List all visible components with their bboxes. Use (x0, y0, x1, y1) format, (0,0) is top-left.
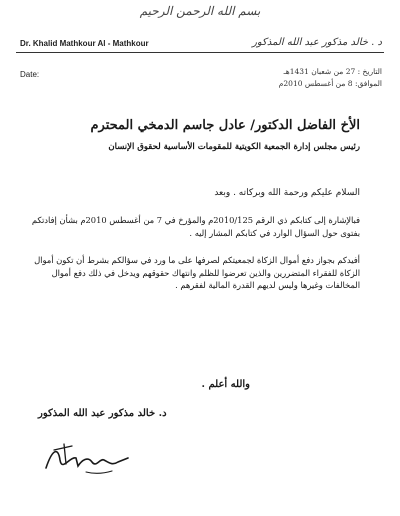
handwritten-signature-icon (42, 438, 132, 478)
recipient-greeting: الأخ الفاضل الدكتور/ عادل جاسم الدمخي المحترم (90, 118, 360, 133)
closing-phrase: والله أعلم . (201, 379, 250, 390)
salutation: السلام عليكم ورحمة الله وبركاته . وبعد (214, 188, 360, 198)
body-paragraph-fatwa: أفيدكم بجواز دفع أموال الزكاة لجمعيتكم لصرفها على ما ورد في سؤالكم بشرط أن تكون أموال الزكاة للفقراء المتضررين والذين تعرضوا للظلم وانتهاك حقوقهم ويدخل في ذلك دفع أموال المخالفات وغيرها وليس لديهم القدرة المالية لفقرهم . (34, 255, 360, 290)
letterhead-name-english: Dr. Khalid Mathkour Al - Mathkour (20, 39, 149, 48)
letterhead-divider (16, 52, 384, 53)
letterhead-name-arabic: د . خالد مذكور عبد الله المذكور (252, 37, 382, 48)
date-label-english: Date: (20, 70, 40, 79)
body-paragraph-reference: فبالإشارة إلى كتابكم ذي الرقم 2010/125م والمؤرخ في 7 من أغسطس 2010م بشأن إفادتكم بفتوى حول السؤال الوارد في كتابكم المشار إليه . (31, 215, 360, 238)
date-block-arabic (279, 66, 382, 90)
basmala-calligraphy: بسم الله الرحمن الرحيم (139, 4, 261, 18)
signatory-name: د. خالد مذكور عبد الله المذكور (38, 408, 167, 419)
hijri-date: التاريخ : 27 من شعبان 1431هـ (283, 67, 382, 76)
gregorian-date: الموافق: 8 من أغسطس 2010م (278, 79, 382, 88)
recipient-title: رئيس مجلس إدارة الجمعية الكويتية للمقومات الأساسية لحقوق الإنسان (108, 142, 360, 152)
